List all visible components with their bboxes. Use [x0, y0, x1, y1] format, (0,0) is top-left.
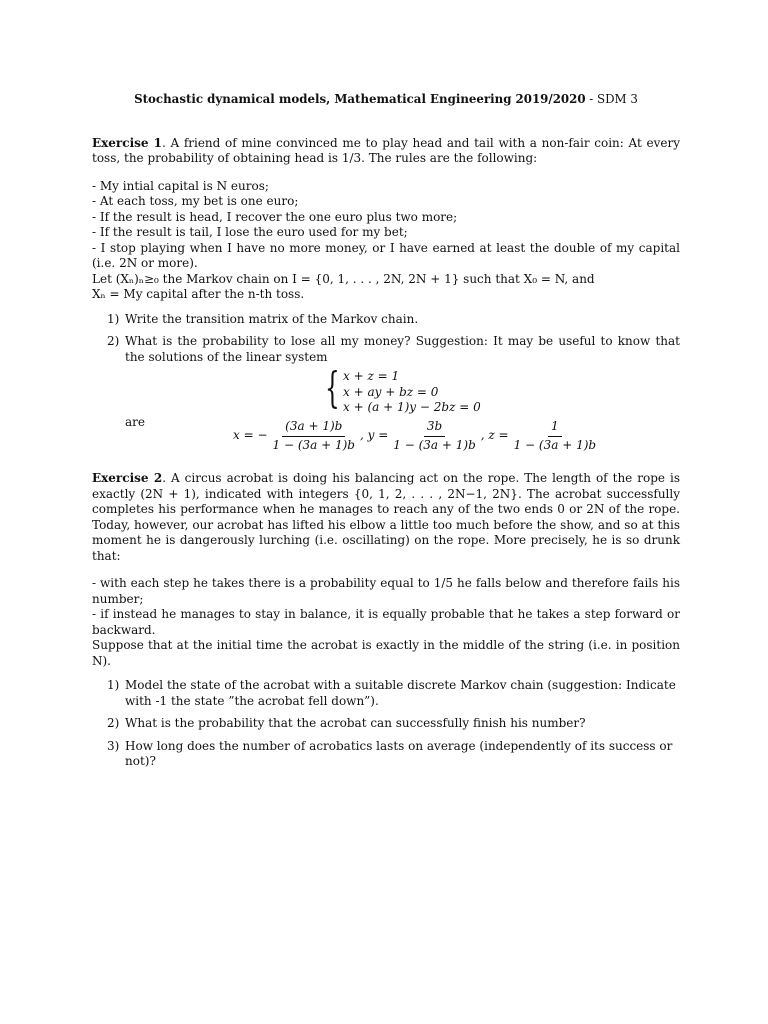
question-number: 2): [107, 716, 120, 730]
exercise-1-heading: Exercise 1: [92, 135, 162, 150]
exercise-1-intro-paragraph: [92, 136, 680, 167]
system-equations: [343, 369, 481, 416]
exercise-2-bullet: - with each step he takes there is a probability equal to 1/5 he falls below and therefore fails his number;: [92, 576, 680, 606]
exercise-1-rule: - If the result is tail, I lose the euro used for my bet;: [92, 225, 408, 239]
z-denominator: 1 − (3a + 1)b: [513, 437, 597, 452]
question-number: 3): [107, 738, 120, 753]
question-item: [92, 312, 680, 328]
exercise-2: [92, 471, 680, 770]
question-item: [92, 739, 680, 770]
title-main: Stochastic dynamical models, Mathematical Engineering 2019/2020: [134, 92, 586, 106]
system-equation: x + z = 1: [343, 369, 400, 383]
brace-symbol: {: [325, 363, 340, 412]
question-item: [92, 334, 680, 459]
exercise-2-questions: [92, 678, 680, 770]
x-denominator: 1 − (3a + 1)b: [272, 437, 355, 452]
exercise-1-rule: - If the result is head, I recover the one euro plus two more;: [92, 209, 458, 224]
exercise-2-bullet: - if instead he manages to stay in balance, it is equally probable that he takes a step forward or backward.: [92, 607, 680, 637]
y-numerator: 3b: [424, 419, 445, 437]
page-title: [92, 92, 680, 108]
question-text: Write the transition matrix of the Markov chain.: [125, 311, 419, 326]
question-number: 1): [107, 311, 120, 326]
exercise-2-heading: Exercise 2: [92, 471, 163, 485]
question-item: [92, 678, 680, 709]
exercise-1-markov-definition: Let (Xₙ)ₙ≥₀ the Markov chain on I = {0, 1, . . . , 2N, 2N + 1} such that X₀ = N, and: [92, 271, 595, 286]
y-denominator: 1 − (3a + 1)b: [393, 437, 476, 452]
question-number: 1): [107, 678, 120, 692]
document-page: [92, 92, 680, 777]
exercise-1-rule: - At each toss, my bet is one euro;: [92, 194, 299, 208]
linear-system: [125, 363, 680, 415]
exercise-1-questions: [92, 312, 680, 460]
z-lhs: , z =: [480, 428, 509, 443]
question-text: What is the probability that the acrobat can successfully finish his number?: [125, 716, 586, 730]
exercise-1-rule: - My intial capital is N euros;: [92, 178, 269, 193]
z-numerator: 1: [548, 419, 562, 437]
exercise-1-xn-definition: Xₙ = My capital after the n-th toss.: [92, 287, 305, 301]
x-fraction: [270, 419, 358, 453]
exercise-2-intro: . A circus acrobat is doing his balancing act on the rope. The length of the rope is exactly (2N + 1), indicated with integers {0, 1, 2, . . . , 2N−1, 2N}. The acrobat successfully completes his performance when he manages to reach any of the two ends 0 or 2N of the rope. Today, however, our acrobat has lifted his elbow a little too much before the show, and so at this moment he is dangerously lurching (i.e. oscillating) on the rope. More precisely, he is so drunk that:: [92, 471, 680, 563]
system-equation: x + (a + 1)y − 2bz = 0: [343, 400, 481, 414]
x-numerator: (3a + 1)b: [282, 419, 345, 437]
exercise-2-closing: Suppose that at the initial time the acrobat is exactly in the middle of the string (i.e. in position N).: [92, 638, 680, 668]
x-lhs: x = −: [233, 428, 268, 443]
system-equation: x + ay + bz = 0: [343, 384, 439, 399]
exercise-1-rule: - I stop playing when I have no more money, or I have earned at least the double of my capital (i.e. 2N or more).: [92, 240, 680, 270]
solution-row: [125, 415, 680, 459]
y-fraction: [390, 419, 478, 453]
solution-label: are: [125, 415, 145, 429]
question-item: [92, 716, 680, 732]
y-lhs: , y =: [360, 428, 389, 443]
question-text: How long does the number of acrobatics lasts on average (independently of its success or not)?: [125, 738, 673, 768]
question-number: 2): [107, 334, 120, 348]
question-text: What is the probability to lose all my money? Suggestion: It may be useful to know that the solutions of the linear system: [125, 334, 680, 364]
exercise-1: [92, 136, 680, 460]
exercise-2-intro-paragraph: [92, 471, 680, 564]
z-fraction: [511, 419, 599, 453]
question-text: Model the state of the acrobat with a suitable discrete Markov chain (suggestion: Indicate with -1 the state ”the acrobat fell down”).: [125, 678, 676, 708]
title-suffix: - SDM 3: [585, 92, 638, 106]
solution-formulas: [233, 419, 601, 453]
exercise-1-intro: . A friend of mine convinced me to play head and tail with a non-fair coin: At every toss, the probability of obtaining head is 1/3. The rules are the following:: [92, 135, 680, 165]
